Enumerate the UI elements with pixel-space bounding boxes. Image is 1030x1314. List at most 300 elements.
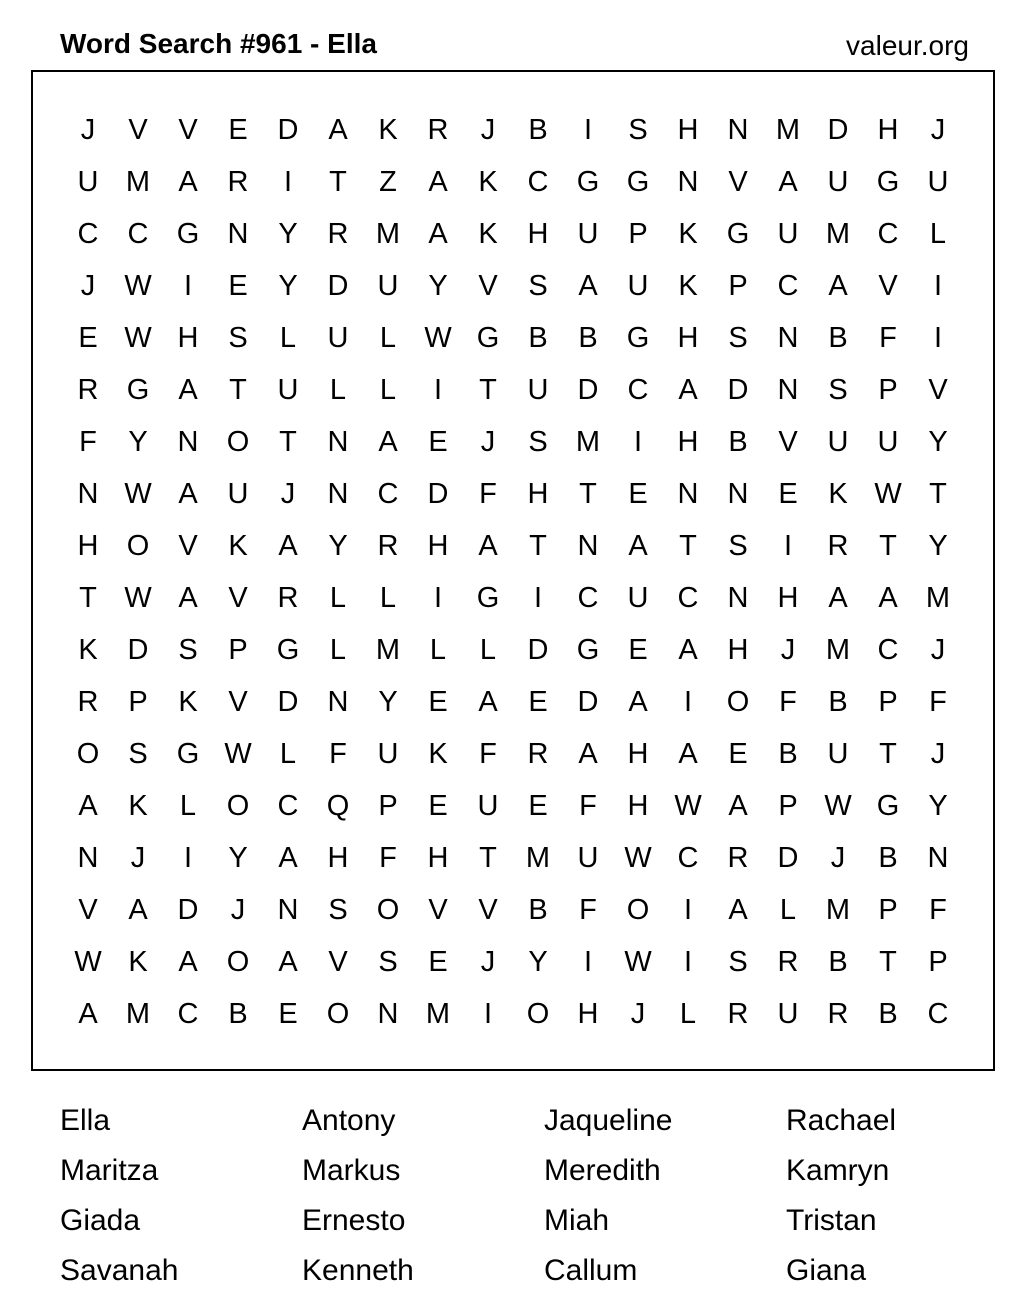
grid-letter: N	[327, 477, 349, 510]
grid-letter: J	[480, 945, 496, 978]
grid-letter: A	[78, 789, 98, 822]
grid-letter: U	[227, 477, 249, 510]
grid-letter: A	[278, 945, 298, 978]
grid-letter: T	[879, 529, 897, 562]
grid-letter: P	[778, 789, 798, 822]
grid-letter: G	[626, 165, 650, 198]
grid-letter: A	[178, 945, 198, 978]
grid-letter: E	[428, 685, 448, 718]
grid-letter: H	[427, 841, 449, 874]
grid-letter: S	[178, 633, 198, 666]
grid-letter: G	[176, 737, 200, 770]
grid-letter: I	[183, 841, 193, 874]
grid-letter: H	[77, 529, 99, 562]
grid-letter: Y	[528, 945, 548, 978]
grid-letter: E	[528, 789, 548, 822]
grid-row	[63, 104, 963, 156]
grid-letter: B	[828, 321, 848, 354]
grid-letter: D	[177, 893, 199, 926]
grid-letter: E	[78, 321, 98, 354]
grid-letter: L	[379, 373, 397, 406]
grid-letter: A	[178, 165, 198, 198]
grid-letter: V	[478, 893, 498, 926]
word-list-item: Tristan	[786, 1204, 877, 1237]
grid-letter: E	[428, 789, 448, 822]
grid-letter: R	[527, 737, 549, 770]
grid-letter: E	[428, 945, 448, 978]
grid-letter: C	[877, 633, 899, 666]
grid-letter: B	[878, 841, 898, 874]
grid-letter: J	[480, 113, 496, 146]
grid-letter: E	[778, 477, 798, 510]
grid-row	[63, 676, 963, 728]
grid-letter: E	[728, 737, 748, 770]
grid-letter: V	[228, 685, 248, 718]
grid-letter: W	[124, 581, 152, 614]
grid-letter: N	[327, 425, 349, 458]
grid-letter: U	[377, 737, 399, 770]
grid-letter: N	[77, 841, 99, 874]
grid-letter: N	[377, 997, 399, 1030]
grid-letter: T	[479, 841, 497, 874]
word-list-item: Savanah	[60, 1254, 179, 1287]
grid-letter: W	[624, 841, 652, 874]
grid-letter: J	[80, 269, 96, 302]
grid-letter: V	[778, 425, 798, 458]
grid-letter: J	[930, 633, 946, 666]
grid-letter: I	[283, 165, 293, 198]
grid-letter: L	[279, 321, 297, 354]
grid-letter: I	[183, 269, 193, 302]
grid-row	[63, 520, 963, 572]
grid-letter: K	[678, 217, 698, 250]
grid-letter: P	[878, 893, 898, 926]
word-list-item: Rachael	[786, 1104, 897, 1137]
grid-letter: P	[628, 217, 648, 250]
grid-letter: R	[727, 997, 749, 1030]
grid-letter: B	[578, 321, 598, 354]
grid-letter: L	[179, 789, 197, 822]
grid-letter: H	[427, 529, 449, 562]
grid-letter: O	[726, 685, 750, 718]
grid-row	[63, 832, 963, 884]
grid-letter: W	[874, 477, 902, 510]
grid-letter: D	[527, 633, 549, 666]
grid-letter: A	[178, 477, 198, 510]
grid-letter: A	[378, 425, 398, 458]
grid-letter: M	[425, 997, 451, 1030]
word-list-item: Giada	[60, 1204, 141, 1237]
grid-letter: C	[177, 997, 199, 1030]
grid-letter: U	[827, 425, 849, 458]
grid-letter: N	[777, 373, 799, 406]
grid-letter: V	[878, 269, 898, 302]
grid-letter: S	[828, 373, 848, 406]
grid-letter: N	[227, 217, 249, 250]
grid-letter: R	[727, 841, 749, 874]
grid-letter: D	[427, 477, 449, 510]
grid-letter: K	[78, 633, 98, 666]
grid-letter: C	[527, 165, 549, 198]
grid-letter: R	[327, 217, 349, 250]
grid-letter: G	[876, 165, 900, 198]
grid-letter: K	[678, 269, 698, 302]
grid-letter: C	[677, 581, 699, 614]
grid-letter: H	[677, 425, 699, 458]
grid-letter: S	[328, 893, 348, 926]
grid-letter: L	[329, 633, 347, 666]
grid-letter: C	[927, 997, 949, 1030]
letter-grid	[63, 104, 963, 1040]
grid-letter: N	[777, 321, 799, 354]
grid-letter: W	[124, 321, 152, 354]
grid-letter: A	[428, 165, 448, 198]
grid-letter: Y	[378, 685, 398, 718]
grid-letter: E	[628, 633, 648, 666]
grid-letter: L	[379, 581, 397, 614]
grid-letter: L	[429, 633, 447, 666]
grid-letter: B	[228, 997, 248, 1030]
grid-letter: H	[327, 841, 349, 874]
word-list-item: Jaqueline	[544, 1104, 673, 1137]
grid-letter: H	[527, 477, 549, 510]
word-list-item: Ella	[60, 1104, 111, 1137]
grid-letter: J	[630, 997, 646, 1030]
grid-letter: W	[224, 737, 252, 770]
grid-letter: K	[428, 737, 448, 770]
grid-letter: A	[278, 841, 298, 874]
grid-letter: U	[877, 425, 899, 458]
grid-letter: O	[226, 425, 250, 458]
grid-letter: D	[327, 269, 349, 302]
grid-letter: R	[827, 997, 849, 1030]
grid-letter: I	[633, 425, 643, 458]
grid-letter: Y	[928, 425, 948, 458]
grid-letter: R	[77, 685, 99, 718]
grid-letter: U	[777, 997, 799, 1030]
grid-letter: M	[525, 841, 551, 874]
grid-letter: A	[278, 529, 298, 562]
grid-letter: J	[280, 477, 296, 510]
word-list-item: Callum	[544, 1254, 638, 1287]
grid-letter: M	[825, 633, 851, 666]
grid-letter: U	[577, 841, 599, 874]
grid-letter: Y	[278, 269, 298, 302]
grid-letter: F	[579, 893, 597, 926]
grid-row	[63, 364, 963, 416]
grid-letter: U	[627, 581, 649, 614]
grid-letter: J	[230, 893, 246, 926]
grid-letter: T	[929, 477, 947, 510]
grid-letter: V	[478, 269, 498, 302]
grid-letter: G	[876, 789, 900, 822]
grid-letter: W	[674, 789, 702, 822]
site-name: valeur.org	[846, 30, 969, 61]
grid-letter: A	[678, 373, 698, 406]
grid-letter: K	[228, 529, 248, 562]
grid-letter: W	[824, 789, 852, 822]
grid-letter: I	[933, 321, 943, 354]
grid-letter: F	[929, 893, 947, 926]
grid-letter: A	[128, 893, 148, 926]
word-list-item: Ernesto	[302, 1204, 406, 1237]
grid-letter: W	[424, 321, 452, 354]
word-list-item: Giana	[786, 1254, 867, 1287]
grid-letter: I	[933, 269, 943, 302]
grid-row	[63, 468, 963, 520]
grid-letter: A	[628, 529, 648, 562]
grid-letter: C	[377, 477, 399, 510]
word-list-item: Maritza	[60, 1154, 159, 1187]
grid-letter: J	[130, 841, 146, 874]
grid-letter: N	[577, 529, 599, 562]
grid-letter: L	[479, 633, 497, 666]
grid-letter: N	[727, 477, 749, 510]
grid-letter: S	[528, 425, 548, 458]
grid-letter: K	[478, 217, 498, 250]
grid-letter: F	[479, 737, 497, 770]
grid-letter: B	[728, 425, 748, 458]
grid-letter: O	[326, 997, 350, 1030]
grid-letter: J	[780, 633, 796, 666]
grid-letter: L	[679, 997, 697, 1030]
grid-letter: R	[427, 113, 449, 146]
grid-letter: V	[178, 529, 198, 562]
grid-letter: C	[877, 217, 899, 250]
grid-letter: L	[329, 581, 347, 614]
grid-letter: A	[78, 997, 98, 1030]
grid-letter: G	[576, 165, 600, 198]
grid-letter: Y	[928, 789, 948, 822]
grid-letter: R	[77, 373, 99, 406]
word-list-item: Meredith	[544, 1154, 661, 1187]
grid-letter: M	[825, 217, 851, 250]
grid-letter: O	[76, 737, 100, 770]
grid-letter: N	[727, 113, 749, 146]
grid-letter: H	[677, 321, 699, 354]
grid-letter: E	[228, 113, 248, 146]
grid-row	[63, 208, 963, 260]
grid-letter: G	[626, 321, 650, 354]
grid-letter: R	[777, 945, 799, 978]
grid-letter: K	[128, 945, 148, 978]
grid-letter: D	[577, 373, 599, 406]
grid-letter: V	[928, 373, 948, 406]
grid-letter: C	[277, 789, 299, 822]
grid-letter: T	[879, 945, 897, 978]
grid-letter: W	[124, 477, 152, 510]
grid-letter: A	[728, 893, 748, 926]
grid-letter: H	[677, 113, 699, 146]
grid-letter: S	[528, 269, 548, 302]
grid-letter: C	[127, 217, 149, 250]
grid-letter: W	[74, 945, 102, 978]
grid-letter: U	[527, 373, 549, 406]
grid-letter: N	[677, 477, 699, 510]
grid-letter: F	[929, 685, 947, 718]
grid-letter: H	[877, 113, 899, 146]
grid-letter: B	[828, 685, 848, 718]
grid-letter: K	[828, 477, 848, 510]
grid-letter: T	[279, 425, 297, 458]
grid-letter: Z	[379, 165, 397, 198]
grid-letter: D	[277, 685, 299, 718]
grid-letter: U	[477, 789, 499, 822]
grid-letter: C	[777, 269, 799, 302]
grid-letter: G	[576, 633, 600, 666]
grid-letter: Y	[228, 841, 248, 874]
grid-row	[63, 624, 963, 676]
grid-letter: G	[176, 217, 200, 250]
grid-letter: M	[125, 997, 151, 1030]
grid-letter: V	[728, 165, 748, 198]
grid-letter: R	[827, 529, 849, 562]
grid-letter: B	[878, 997, 898, 1030]
grid-letter: N	[327, 685, 349, 718]
grid-letter: F	[479, 477, 497, 510]
grid-letter: R	[377, 529, 399, 562]
grid-letter: F	[579, 789, 597, 822]
grid-letter: R	[227, 165, 249, 198]
grid-letter: M	[825, 893, 851, 926]
grid-letter: I	[433, 581, 443, 614]
grid-letter: B	[528, 321, 548, 354]
grid-letter: C	[77, 217, 99, 250]
grid-letter: V	[128, 113, 148, 146]
grid-letter: T	[329, 165, 347, 198]
grid-letter: T	[879, 737, 897, 770]
grid-letter: I	[783, 529, 793, 562]
grid-letter: Y	[928, 529, 948, 562]
grid-letter: G	[126, 373, 150, 406]
grid-row	[63, 572, 963, 624]
grid-letter: N	[277, 893, 299, 926]
grid-letter: C	[577, 581, 599, 614]
grid-row	[63, 312, 963, 364]
grid-letter: S	[728, 529, 748, 562]
grid-letter: J	[930, 113, 946, 146]
grid-letter: F	[879, 321, 897, 354]
grid-letter: F	[79, 425, 97, 458]
grid-letter: A	[828, 581, 848, 614]
grid-letter: F	[379, 841, 397, 874]
grid-letter: O	[526, 997, 550, 1030]
grid-letter: W	[624, 945, 652, 978]
grid-letter: K	[378, 113, 398, 146]
grid-letter: O	[626, 893, 650, 926]
grid-letter: B	[528, 113, 548, 146]
grid-letter: T	[479, 373, 497, 406]
grid-letter: T	[229, 373, 247, 406]
grid-letter: S	[128, 737, 148, 770]
grid-letter: S	[728, 945, 748, 978]
grid-letter: H	[627, 789, 649, 822]
grid-letter: U	[827, 737, 849, 770]
grid-letter: W	[124, 269, 152, 302]
grid-letter: N	[727, 581, 749, 614]
grid-letter: V	[428, 893, 448, 926]
grid-letter: D	[277, 113, 299, 146]
word-list-item: Miah	[544, 1204, 610, 1237]
grid-letter: Q	[326, 789, 350, 822]
grid-letter: A	[478, 529, 498, 562]
grid-letter: A	[178, 373, 198, 406]
grid-letter: T	[579, 477, 597, 510]
grid-letter: D	[777, 841, 799, 874]
grid-letter: P	[878, 373, 898, 406]
grid-letter: I	[683, 685, 693, 718]
grid-letter: U	[327, 321, 349, 354]
grid-letter: O	[226, 789, 250, 822]
grid-letter: V	[178, 113, 198, 146]
grid-letter: G	[726, 217, 750, 250]
grid-letter: A	[778, 165, 798, 198]
grid-letter: U	[627, 269, 649, 302]
grid-letter: E	[228, 269, 248, 302]
grid-letter: U	[577, 217, 599, 250]
grid-letter: J	[480, 425, 496, 458]
grid-row	[63, 156, 963, 208]
grid-letter: P	[928, 945, 948, 978]
grid-letter: P	[728, 269, 748, 302]
grid-letter: A	[178, 581, 198, 614]
grid-letter: A	[678, 633, 698, 666]
grid-letter: N	[77, 477, 99, 510]
grid-letter: N	[177, 425, 199, 458]
grid-letter: U	[927, 165, 949, 198]
grid-letter: E	[528, 685, 548, 718]
grid-letter: Y	[278, 217, 298, 250]
grid-letter: K	[128, 789, 148, 822]
grid-row	[63, 884, 963, 936]
grid-row	[63, 416, 963, 468]
grid-letter: A	[878, 581, 898, 614]
grid-letter: C	[627, 373, 649, 406]
grid-letter: H	[727, 633, 749, 666]
grid-letter: J	[80, 113, 96, 146]
word-list-item: Antony	[302, 1104, 396, 1137]
grid-letter: P	[378, 789, 398, 822]
grid-letter: S	[728, 321, 748, 354]
word-list-item: Kenneth	[302, 1254, 414, 1287]
grid-letter: I	[433, 373, 443, 406]
grid-letter: T	[79, 581, 97, 614]
grid-letter: P	[228, 633, 248, 666]
grid-letter: I	[583, 113, 593, 146]
grid-letter: G	[476, 581, 500, 614]
grid-letter: B	[828, 945, 848, 978]
grid-letter: M	[925, 581, 951, 614]
grid-letter: J	[930, 737, 946, 770]
grid-letter: J	[830, 841, 846, 874]
grid-letter: A	[628, 685, 648, 718]
grid-letter: V	[228, 581, 248, 614]
grid-letter: A	[728, 789, 748, 822]
grid-letter: B	[778, 737, 798, 770]
grid-row	[63, 260, 963, 312]
grid-letter: Y	[328, 529, 348, 562]
grid-letter: I	[533, 581, 543, 614]
grid-letter: D	[727, 373, 749, 406]
grid-letter: S	[628, 113, 648, 146]
grid-letter: C	[677, 841, 699, 874]
grid-letter: B	[528, 893, 548, 926]
grid-letter: H	[577, 997, 599, 1030]
grid-letter: D	[827, 113, 849, 146]
grid-letter: A	[678, 737, 698, 770]
grid-letter: A	[478, 685, 498, 718]
grid-letter: O	[226, 945, 250, 978]
